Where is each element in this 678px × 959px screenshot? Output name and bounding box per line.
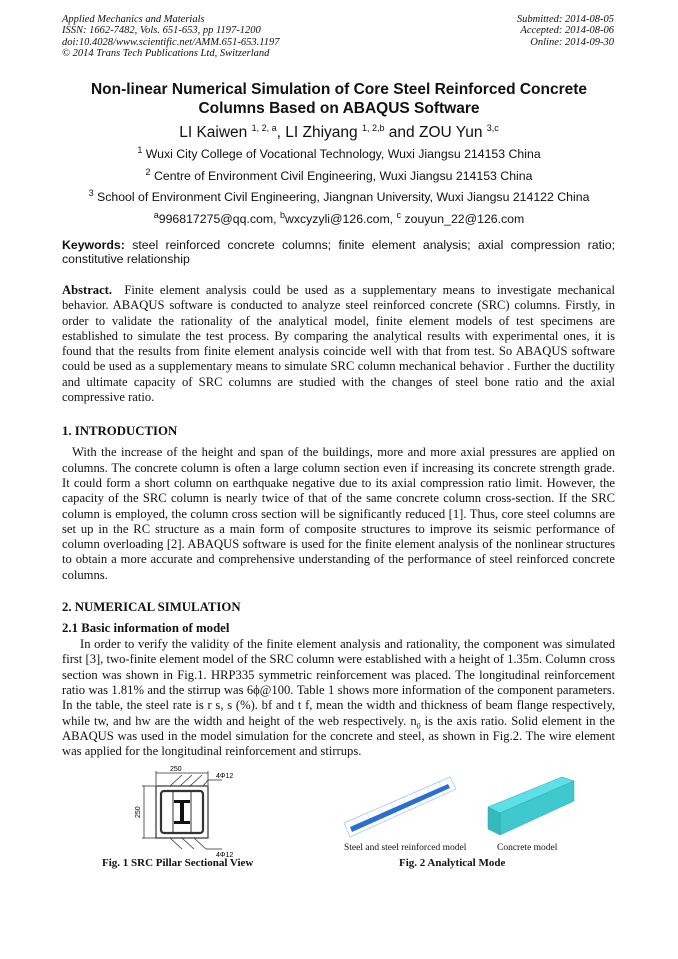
aff-text: School of Environment Civil Engineering, Jiangnan University, Wuxi Jiangsu 214122 China: [97, 190, 590, 204]
accepted-date: Accepted: 2014-08-06: [520, 25, 614, 37]
src-section-drawing: [130, 763, 270, 859]
copyright: © 2014 Trans Tech Publications Ltd, Switzerland: [62, 47, 270, 59]
fig2-left-label: Steel and steel reinforced model: [344, 843, 467, 854]
online-date: Online: 2014-09-30: [530, 36, 614, 48]
paper-body: [0, 80, 678, 870]
aff-text: Wuxi City College of Vocational Technology, Wuxi Jiangsu 214153 China: [145, 147, 541, 161]
steel-wireframe-model: [344, 777, 456, 837]
authors: [39, 123, 639, 142]
aff-sup: 3: [88, 187, 94, 198]
email[interactable]: wxcyzyli@126.com,: [284, 211, 397, 226]
figures-row: [0, 763, 678, 870]
submitted-date: Submitted: 2014-08-05: [516, 14, 614, 25]
aff-text: Centre of Environment Civil Engineering, Wuxi Jiangsu 214153 China: [153, 168, 533, 183]
dates-info: [517, 14, 614, 48]
doi: doi:10.4028/www.scientific.net/AMM.651-653.1197: [62, 36, 280, 48]
author-name: LI Kaiwen: [179, 124, 248, 141]
keywords-text: steel reinforced concrete columns; finite element analysis; axial compression ratio; constitutive relationship: [62, 238, 615, 266]
dim-top-label: 250: [170, 766, 182, 774]
abstract-text: Finite element analysis could be used as a supplementary means to investigate mechanical behavior. ABAQUS software is conducted to analyze steel reinforced concrete (SRC) columns. Firstly, in order to validate the rationality of the analytical model, finite element models of test specimens are established to simulate the test process. By comparing the analytical results with experimental ones, it is found that the results from finite element analysis coincide well with that from test. So ABAQUS software could be used as a supplementary means to simulate SRC column mechanical behavior . Further the ductility and ultimate capacity of SRC columns are studied with the changes of steel bone ratio and the axial compressive ratio.: [62, 283, 616, 405]
keywords: [62, 238, 615, 266]
model-text-a: In order to verify the validity of the finite element analysis and rationality, the component was simulated first [3], two-finite element model of the SRC column were established with a height of 1.35m. Column cross section was shown in Fig.1. HRP335 symmetric reinforcement was placed. The longitudinal reinforcement ratio was 1.81% and the stirrup was 6ϕ@100. Table 1 shows more information of the component parameters. In the table, the steel rate is r s, s (%). bf and t f, mean the width and thickness of beam flange respectively, while tw, and hw are the width and height of the web respectively. n: [62, 637, 615, 728]
email-sup: c: [396, 209, 402, 220]
aff-sup: 1: [137, 144, 143, 155]
affiliation: [39, 167, 639, 186]
rebar-top-label: 4Φ12: [216, 773, 234, 781]
issn: ISSN: 1662-7482, Vols. 651-653, pp 1197-1200: [62, 25, 261, 37]
model-text-b: is the axis ratio. Solid element in the ABAQUS was used in the model simulation for the concrete and steel, as shown in Fig.2. The wire element was applied for the longitudinal reinforcement and stirrups.: [62, 713, 615, 759]
email-sup: a: [153, 209, 159, 220]
author-name: LI Zhiyang: [285, 124, 358, 141]
separator: and: [384, 124, 419, 141]
rebar-bottom-label: 4Φ12: [216, 852, 234, 860]
abstract-label: Abstract.: [62, 283, 113, 297]
author-sup: 3,c: [486, 122, 499, 133]
fig2-caption: Fig. 2 Analytical Mode: [399, 857, 506, 870]
dim-left-label: 250: [135, 806, 142, 819]
author-sup: 1, 2,b: [361, 122, 385, 133]
author-sup: 1, 2, a: [251, 122, 277, 133]
author-name: ZOU Yun: [418, 124, 483, 141]
affiliation: [39, 188, 639, 207]
fig2-right-label: Concrete model: [497, 843, 558, 854]
analytical-model-drawing: [340, 775, 590, 841]
model-text: [62, 637, 615, 759]
title-line: Non-linear Numerical Simulation of Core Steel Reinforced Concrete: [90, 81, 588, 98]
emails: [39, 210, 639, 229]
section-heading: 1. INTRODUCTION: [62, 424, 178, 439]
separator: ,: [276, 124, 286, 141]
section-heading: 2. NUMERICAL SIMULATION: [62, 600, 241, 615]
intro-text: With the increase of the height and span of the buildings, more and more axial pressures are applied on columns. The concrete column is often a large column section even if increasing its concrete strength grade. It could form a short column on earthquake negative due to its axial compression ratio limit. However, the capacity of the SRC column is nearly twice of that of the same concrete column cross-section. If the SRC column is employed, the column cross section will be significantly reduced [1]. Thus, core steel columns are set up in the RC structure as a main form of composite structures to improve its seismic performance of column overloading [2]. ABAQUS software is used for the finite element analysis of the nonlinear structures to obtain a more accurate and comprehensive understanding of the performance of steel reinforced concrete columns.: [62, 445, 615, 582]
keywords-label: Keywords:: [62, 238, 125, 252]
journal-name: Applied Mechanics and Materials: [62, 14, 205, 25]
title-line: Columns Based on ABAQUS Software: [198, 100, 480, 117]
fig1-caption: Fig. 1 SRC Pillar Sectional View: [102, 857, 254, 870]
email[interactable]: 996817275@qq.com,: [158, 211, 280, 226]
subsection-heading: 2.1 Basic information of model: [62, 621, 230, 636]
email[interactable]: zouyun_22@126.com: [404, 211, 525, 226]
paper-title: [39, 80, 639, 118]
subscript: 0: [416, 721, 421, 731]
abstract: [62, 283, 615, 405]
concrete-model: [488, 777, 574, 835]
email-sup: b: [279, 209, 285, 220]
journal-info: [62, 14, 279, 59]
aff-sup: 2: [145, 166, 151, 177]
affiliation: [39, 145, 639, 164]
